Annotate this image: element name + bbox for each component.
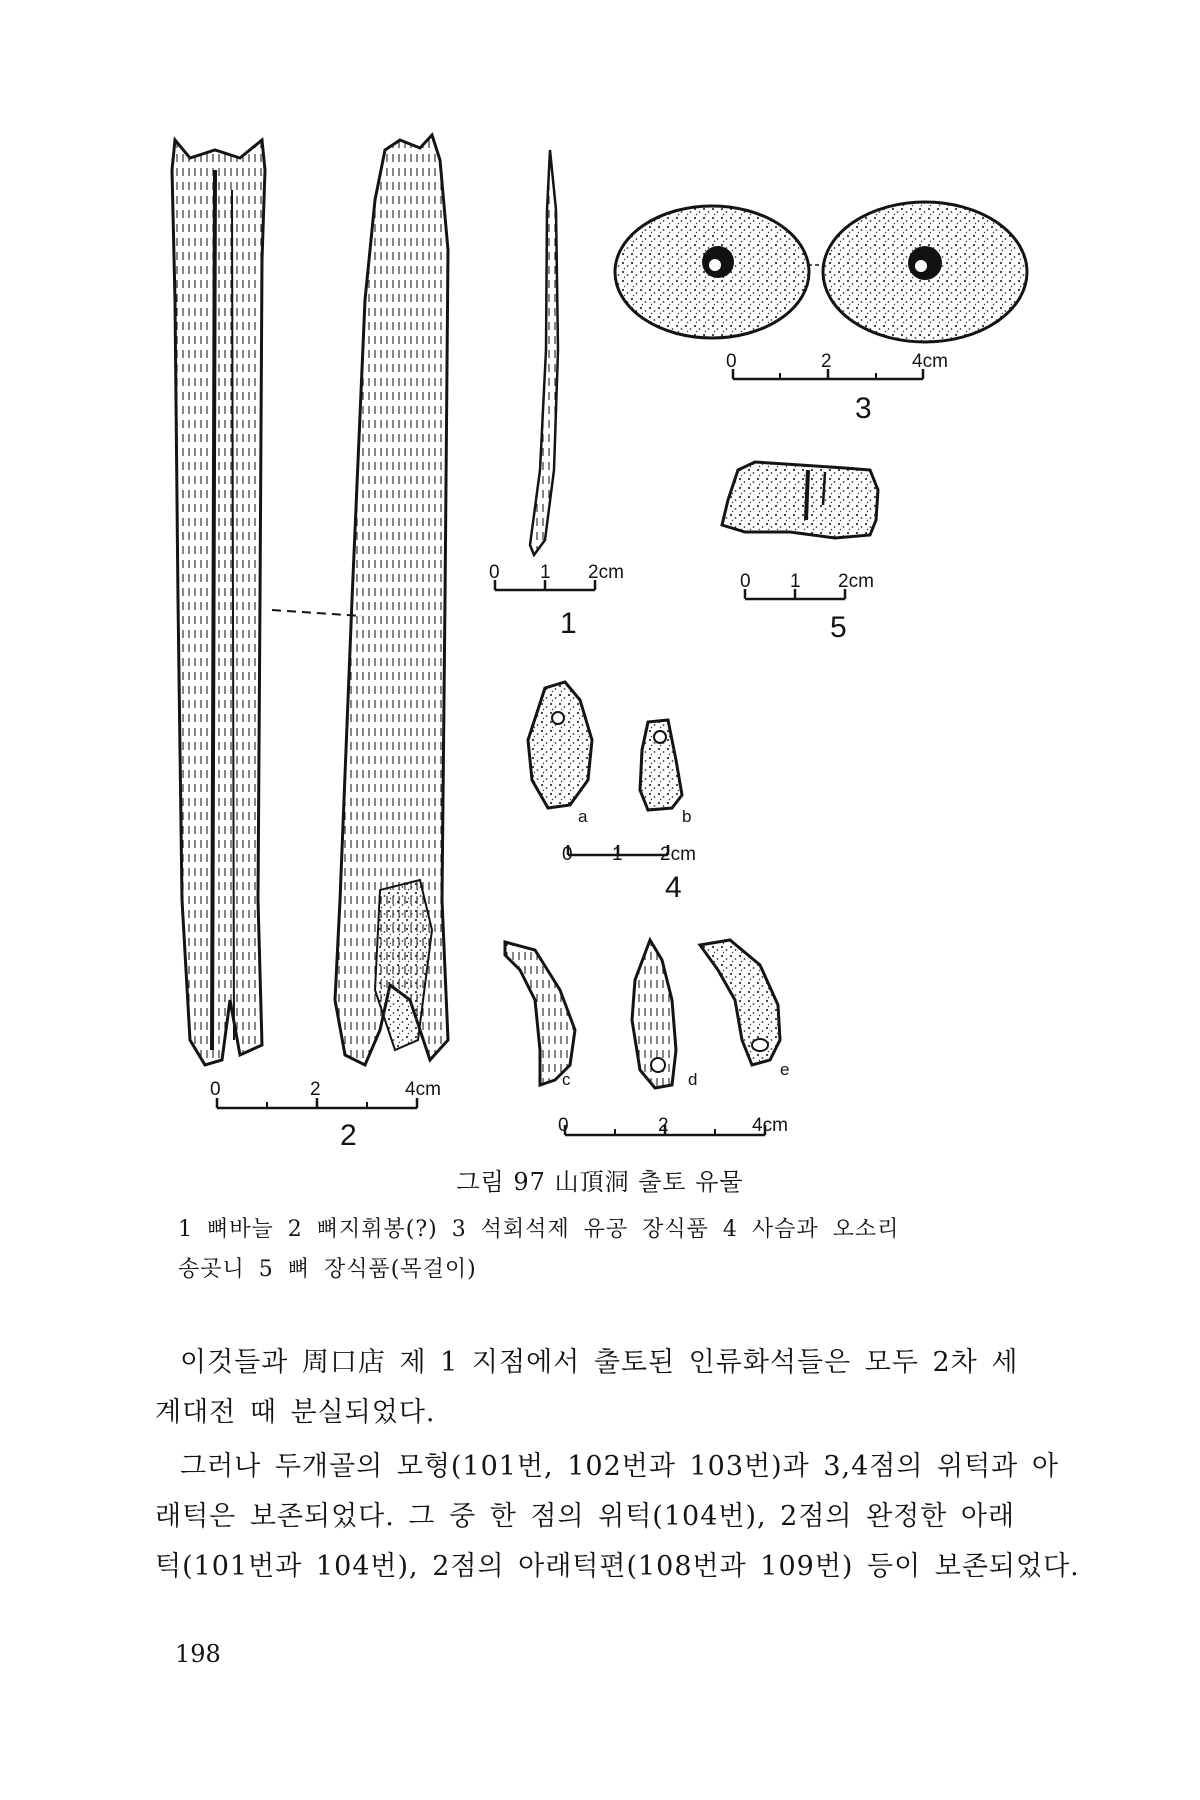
scale-tick-label: 0 bbox=[558, 1115, 569, 1136]
scale-tick-label: 0 bbox=[489, 562, 500, 583]
figure-label-1: 1 bbox=[560, 607, 577, 640]
figure-label-2: 2 bbox=[340, 1119, 357, 1150]
figure-label-4: 4 bbox=[665, 871, 682, 904]
scale-tick-label: 4cm bbox=[752, 1115, 788, 1136]
scale-tick-label: 0 bbox=[740, 571, 751, 592]
sub-label-a: a bbox=[578, 807, 588, 826]
scale-tick-label: 1 bbox=[540, 562, 551, 583]
scale-tick-label: 1 bbox=[790, 571, 801, 592]
scale-tick-label: 2 bbox=[658, 1115, 669, 1136]
scale-tick-label: 1 bbox=[612, 844, 623, 865]
scale-tick-label: 4cm bbox=[912, 351, 948, 372]
body-paragraph-line: 그러나 두개골의 모형(101번, 102번과 103번)과 3,4점의 위턱과 아 bbox=[180, 1451, 1059, 1482]
bone-necklace-ornament-drawing bbox=[722, 462, 878, 538]
tooth-e-drawing bbox=[700, 940, 780, 1065]
scale-tick-label: 0 bbox=[562, 844, 573, 865]
sub-label-e: e bbox=[780, 1060, 790, 1079]
scale-tick-label: 4cm bbox=[405, 1079, 441, 1100]
scale-bar-1 bbox=[489, 562, 624, 590]
sub-label-c: c bbox=[562, 1070, 571, 1089]
figure-caption-line-2: 송곳니 5 뼈 장식품(목걸이) bbox=[178, 1257, 477, 1282]
scale-bar-4 bbox=[562, 844, 696, 865]
page-number: 198 bbox=[175, 1640, 221, 1668]
scale-tick-label: 2 bbox=[310, 1079, 321, 1100]
figure-caption-title: 그림 97 山頂洞 출토 유물 bbox=[456, 1168, 744, 1196]
bone-baton-front-drawing bbox=[172, 140, 265, 1065]
scale-tick-label: 0 bbox=[210, 1079, 221, 1100]
scale-tick-label: 2cm bbox=[660, 844, 696, 865]
figure-label-3: 3 bbox=[855, 392, 872, 425]
bone-needle-drawing bbox=[530, 150, 558, 555]
tooth-pendant-b-drawing bbox=[640, 720, 682, 810]
scale-bar-3 bbox=[726, 351, 948, 379]
limestone-ornament-drawing bbox=[615, 202, 1027, 342]
scale-tick-label: 2 bbox=[821, 351, 832, 372]
figure-caption-line-1: 1 뼈바늘 2 뼈지휘봉(?) 3 석회석제 유공 장식품 4 사슴과 오소리 bbox=[178, 1217, 900, 1242]
scale-tick-label: 2cm bbox=[588, 562, 624, 583]
scale-bar-6 bbox=[558, 1115, 788, 1136]
body-paragraph-line: 턱(101번과 104번), 2점의 아래턱편(108번과 109번) 등이 보존되었다. bbox=[155, 1551, 1080, 1582]
sub-label-b: b bbox=[682, 807, 692, 826]
figure-label-5: 5 bbox=[830, 611, 847, 644]
scale-tick-label: 2cm bbox=[838, 571, 874, 592]
body-paragraph-line: 래턱은 보존되었다. 그 중 한 점의 위턱(104번), 2점의 완정한 아래 bbox=[155, 1501, 1016, 1532]
tooth-d-drawing bbox=[632, 940, 676, 1088]
sub-label-d: d bbox=[688, 1070, 698, 1089]
body-paragraph-line: 계대전 때 분실되었다. bbox=[155, 1397, 436, 1428]
scale-bar-5 bbox=[740, 571, 874, 599]
tooth-pendant-a-drawing bbox=[528, 682, 592, 808]
bone-baton-side-drawing bbox=[335, 135, 448, 1065]
scale-bar-2 bbox=[210, 1079, 441, 1108]
body-paragraph-line: 이것들과 周口店 제 1 지점에서 출토된 인류화석들은 모두 2차 세 bbox=[180, 1347, 1019, 1378]
scale-tick-label: 0 bbox=[726, 351, 737, 372]
tooth-c-drawing bbox=[505, 942, 575, 1085]
